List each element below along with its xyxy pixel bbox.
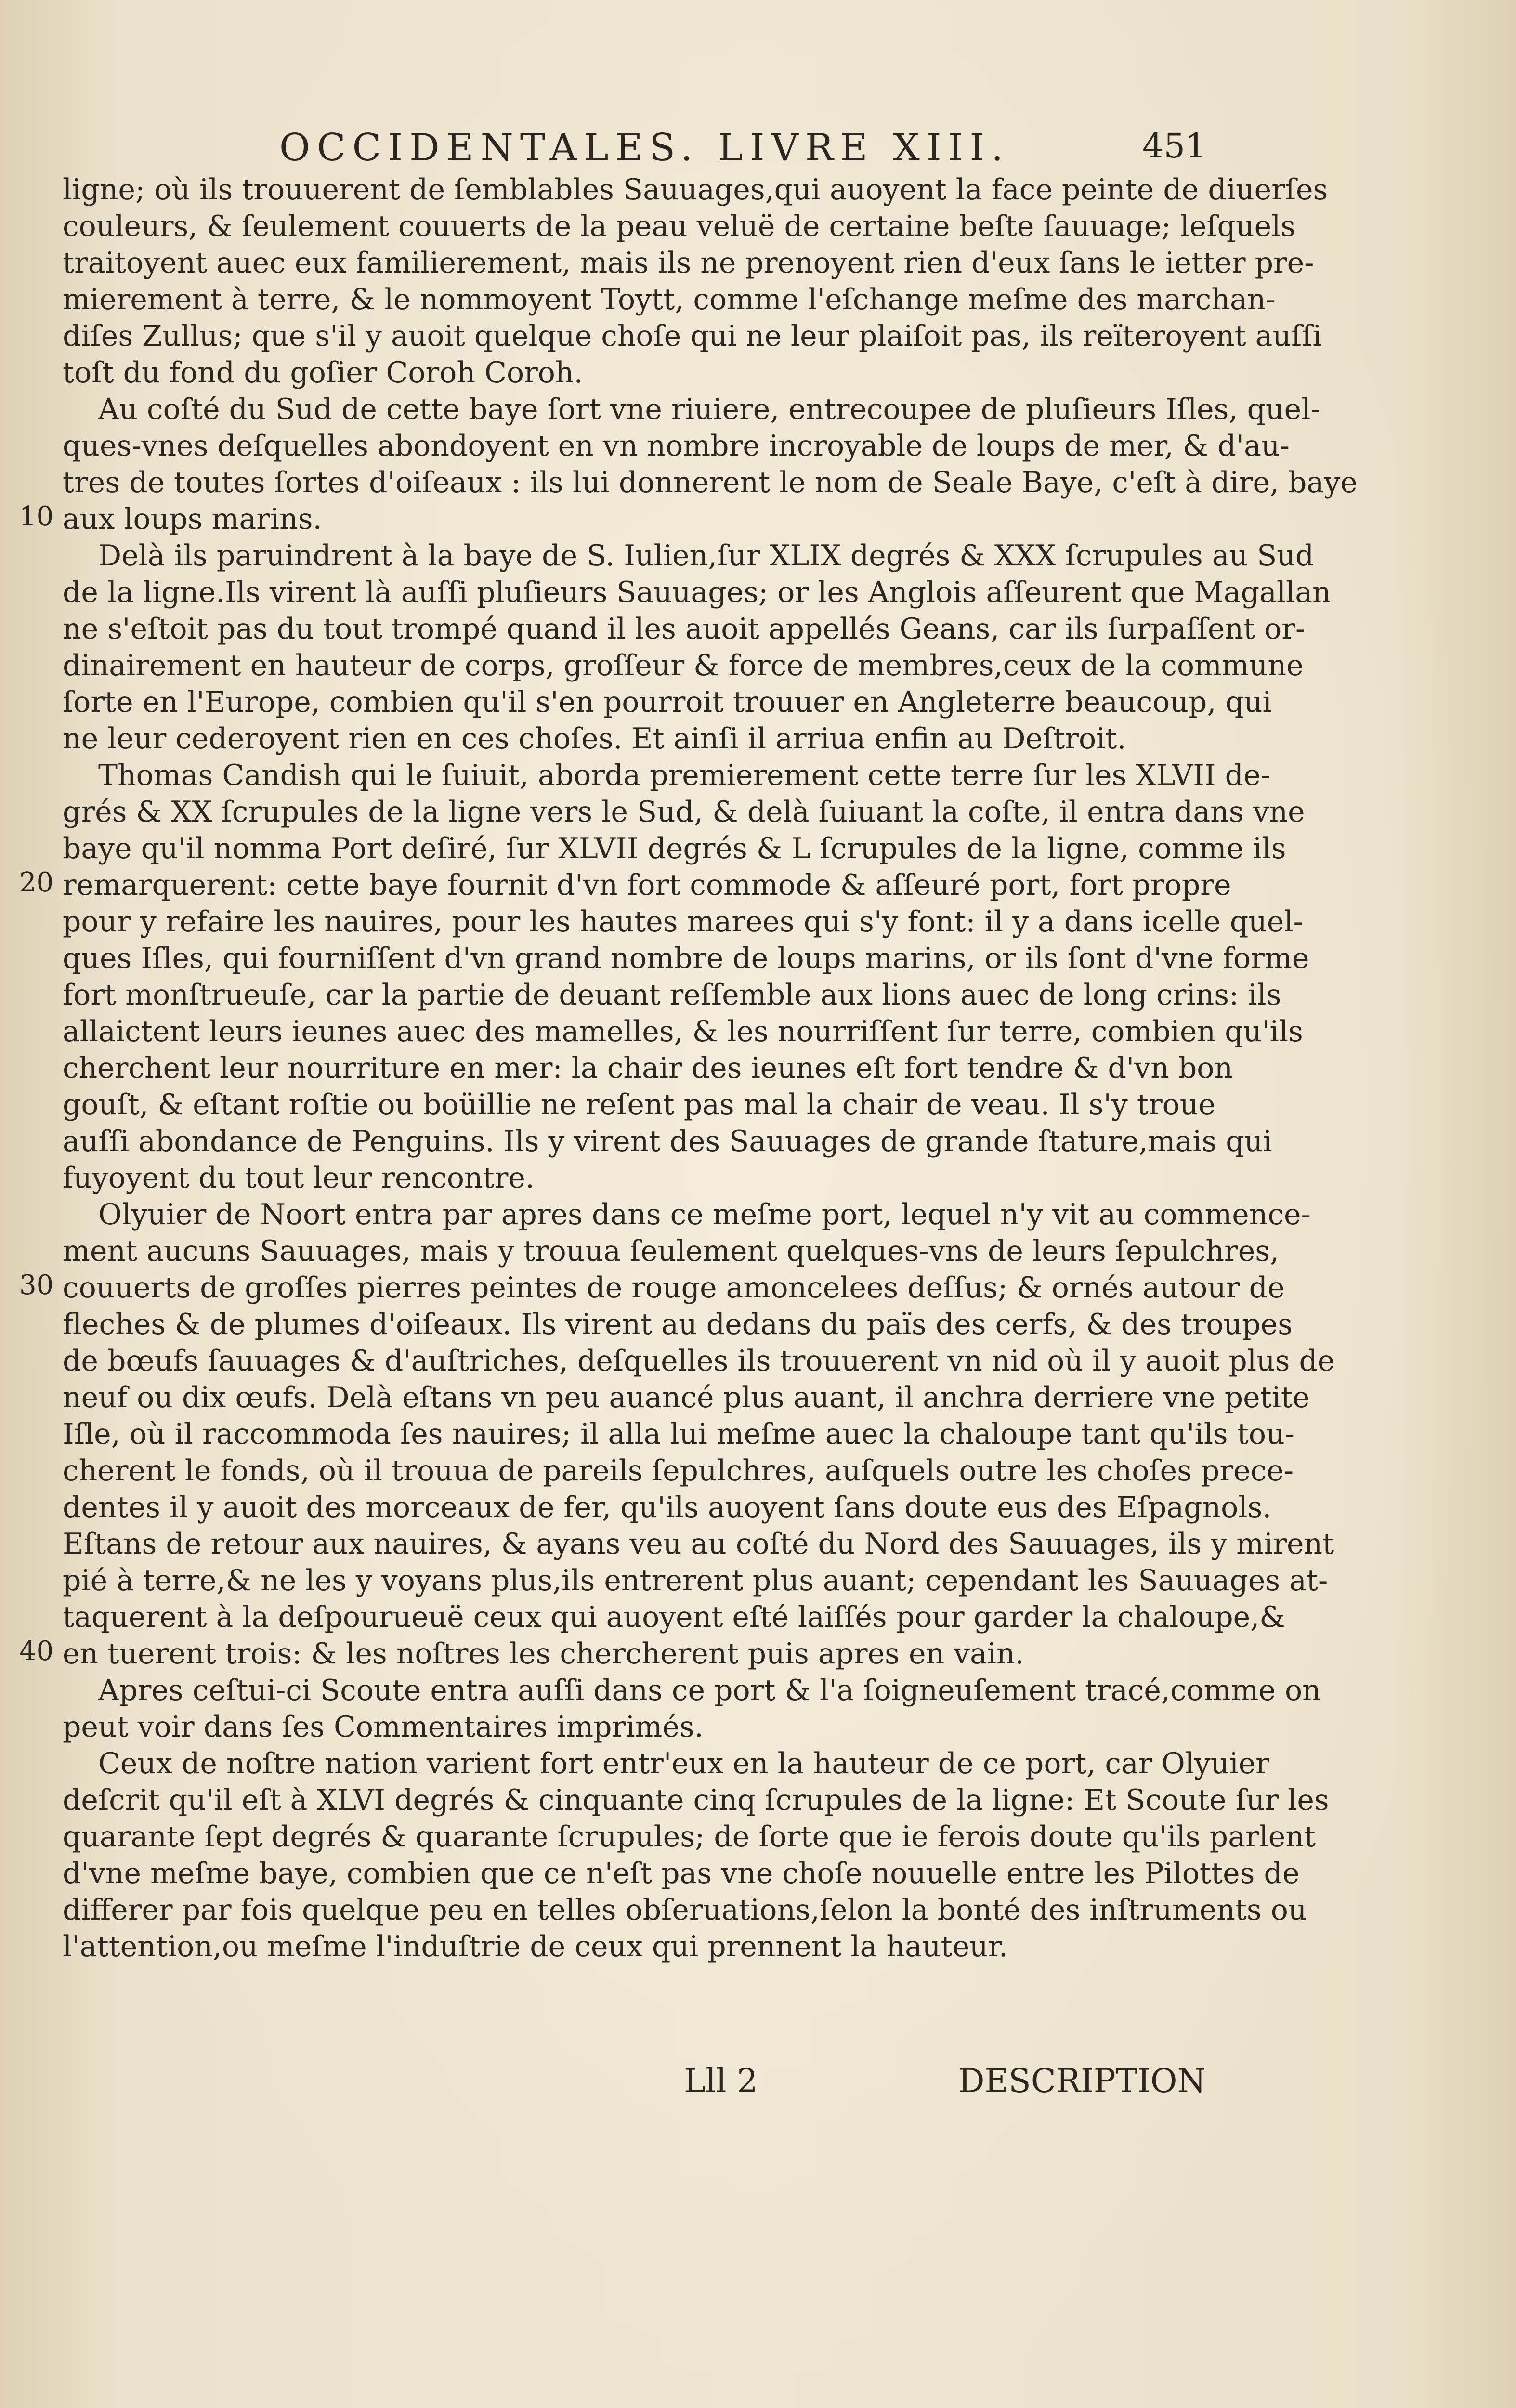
text-line: ne leur cederoyent rien en ces choſes. Et ainſi il arriua enfin au Deſtroit. bbox=[63, 722, 1126, 756]
text-line: Olyuier de Noort entra par apres dans ce meſme port, lequel n'y vit au commence- bbox=[98, 1198, 1311, 1231]
text-line: ligne; où ils trouuerent de ſemblables Sauuages,qui auoyent la face peinte de diuerſes bbox=[63, 173, 1328, 207]
text-line: aux loups marins. bbox=[63, 502, 322, 536]
text-line: Thomas Candish qui le ſuiuit, aborda premierement cette terre ſur les XLVII de- bbox=[98, 759, 1270, 792]
text-line: Ceux de noſtre nation varient fort entr'eux en la hauteur de ce port, car Olyuier bbox=[98, 1747, 1269, 1780]
text-line: fort monſtrueuſe, car la partie de deuant reſſemble aux lions auec de long crins: ils bbox=[63, 978, 1281, 1012]
text-line: de bœufs ſauuages & d'auſtriches, deſquelles ils trouuerent vn nid où il y auoit plus de bbox=[63, 1344, 1335, 1378]
text-line: Delà ils paruindrent à la baye de S. Iulien,ſur XLIX degrés & XXX ſcrupules au Sud bbox=[98, 539, 1314, 573]
text-line: auſſi abondance de Penguins. Ils y virent des Sauuages de grande ſtature,mais qui bbox=[63, 1125, 1272, 1158]
catchword: DESCRIPTION bbox=[958, 2062, 1206, 2100]
text-line: couleurs, & ſeulement couuerts de la peau veluë de certaine beſte ſauuage; leſquels bbox=[63, 209, 1296, 243]
text-line: cherchent leur nourriture en mer: la chair des ieunes eſt fort tendre & d'vn bon bbox=[63, 1051, 1233, 1085]
text-line: ques Iſles, qui fourniſſent d'vn grand nombre de loups marins, or ils ſont d'vne forme bbox=[63, 942, 1309, 975]
text-line: allaictent leurs ieunes auec des mamelles, & les nourriſſent ſur terre, combien qu'ils bbox=[63, 1015, 1303, 1048]
text-line: baye qu'il nomma Port deſiré, ſur XLVII degrés & L ſcrupules de la ligne, comme ils bbox=[63, 832, 1286, 865]
page-number: 451 bbox=[1142, 126, 1207, 166]
text-line: ment aucuns Sauuages, mais y trouua ſeulement quelques-vns de leurs ſepulchres, bbox=[63, 1234, 1280, 1268]
text-line: l'attention,ou meſme l'induſtrie de ceux qui prennent la hauteur. bbox=[63, 1930, 1008, 1963]
text-line: differer par fois quelque peu en telles obſeruations,ſelon la bonté des inſtruments ou bbox=[63, 1893, 1307, 1927]
text-line: pour y refaire les nauires, pour les hautes marees qui s'y font: il y a dans icelle quel- bbox=[63, 905, 1303, 939]
text-line: couuerts de groſſes pierres peintes de rouge amoncelees deſſus; & ornés autour de bbox=[63, 1271, 1285, 1305]
text-line: grés & XX ſcrupules de la ligne vers le Sud, & delà ſuiuant la coſte, il entra dans vne bbox=[63, 795, 1305, 829]
text-line: dinairement en hauteur de corps, groſſeur & force de membres,ceux de la commune bbox=[63, 649, 1304, 682]
text-line: fleches & de plumes d'oiſeaux. Ils virent au dedans du païs des cerfs, & des troupes bbox=[63, 1308, 1293, 1341]
text-line: mierement à terre, & le nommoyent Toytt, comme l'eſchange meſme des marchan- bbox=[63, 283, 1276, 316]
signature-mark: Lll 2 bbox=[684, 2062, 758, 2100]
text-line: ne s'eſtoit pas du tout trompé quand il les auoit appellés Geans, car ils ſurpaſſent or- bbox=[63, 612, 1306, 646]
text-line: cherent le fonds, où il trouua de pareils ſepulchres, auſquels outre les choſes prece- bbox=[63, 1454, 1294, 1488]
text-line: neuf ou dix œufs. Delà eſtans vn peu auancé plus auant, il anchra derriere vne petite bbox=[63, 1381, 1310, 1414]
line-number: 20 bbox=[19, 867, 54, 898]
text-line: tres de toutes ſortes d'oiſeaux : ils lui donnerent le nom de Seale Baye, c'eſt à dire, baye bbox=[63, 466, 1358, 499]
text-line: gouſt, & eſtant roſtie ou boüillie ne reſent pas mal la chair de veau. Il s'y troue bbox=[63, 1088, 1215, 1122]
text-line: toſt du fond du goſier Coroh Coroh. bbox=[63, 356, 583, 390]
body-text bbox=[63, 171, 1358, 1965]
text-line: taquerent à la deſpourueuë ceux qui auoyent eſté laiſſés pour garder la chaloupe,& bbox=[63, 1600, 1285, 1634]
text-line: deſcrit qu'il eſt à XLVI degrés & cinquante cinq ſcrupules de la ligne: Et Scoute ſur les bbox=[63, 1783, 1329, 1817]
text-line: de la ligne.Ils virent là auſſi pluſieurs Sauuages; or les Anglois aſſeurent que Magallan bbox=[63, 576, 1331, 609]
text-line: Au coſté du Sud de cette baye ſort vne riuiere, entrecoupee de pluſieurs Iſles, quel- bbox=[98, 393, 1320, 426]
text-line: Iſle, où il raccommoda ſes nauires; il alla lui meſme auec la chaloupe tant qu'ils tou- bbox=[63, 1417, 1294, 1451]
text-line: fuyoyent du tout leur rencontre. bbox=[63, 1161, 535, 1195]
text-line: d'vne meſme baye, combien que ce n'eſt pas vne choſe nouuelle entre les Pilottes de bbox=[63, 1857, 1300, 1890]
line-number: 40 bbox=[19, 1636, 54, 1667]
text-line: peut voir dans ſes Commentaires imprimés. bbox=[63, 1710, 704, 1744]
text-line: remarquerent: cette baye fournit d'vn fort commode & aſſeuré port, fort propre bbox=[63, 868, 1231, 902]
text-line: Apres ceſtui-ci Scoute entra auſſi dans ce port & l'a ſoigneuſement tracé,comme on bbox=[98, 1674, 1321, 1707]
running-head: OCCIDENTALES. LIVRE XIII. bbox=[279, 126, 1010, 170]
text-line: diſes Zullus; que s'il y auoit quelque choſe qui ne leur plaiſoit pas, ils reïteroyent auſſi bbox=[63, 319, 1322, 353]
text-line: ques-vnes deſquelles abondoyent en vn nombre incroyable de loups de mer, & d'au- bbox=[63, 429, 1290, 463]
text-line: dentes il y auoit des morceaux de fer, qu'ils auoyent ſans doute eus des Eſpagnols. bbox=[63, 1491, 1272, 1524]
line-number: 10 bbox=[19, 501, 54, 532]
line-number: 30 bbox=[19, 1269, 54, 1301]
text-line: quarante ſept degrés & quarante ſcrupules; de ſorte que ie ferois doute qu'ils parlent bbox=[63, 1820, 1316, 1854]
text-line: ſorte en l'Europe, combien qu'il s'en pourroit trouuer en Angleterre beaucoup, qui bbox=[63, 685, 1272, 719]
text-line: Eſtans de retour aux nauires, & ayans veu au coſté du Nord des Sauuages, ils y mirent bbox=[63, 1527, 1334, 1561]
text-line: traitoyent auec eux familierement, mais ils ne prenoyent rien d'eux ſans le ietter pre- bbox=[63, 246, 1314, 280]
text-line: en tuerent trois: & les noſtres les chercherent puis apres en vain. bbox=[63, 1637, 1024, 1671]
text-line: pié à terre,& ne les y voyans plus,ils entrerent plus auant; cependant les Sauuages at- bbox=[63, 1564, 1328, 1597]
